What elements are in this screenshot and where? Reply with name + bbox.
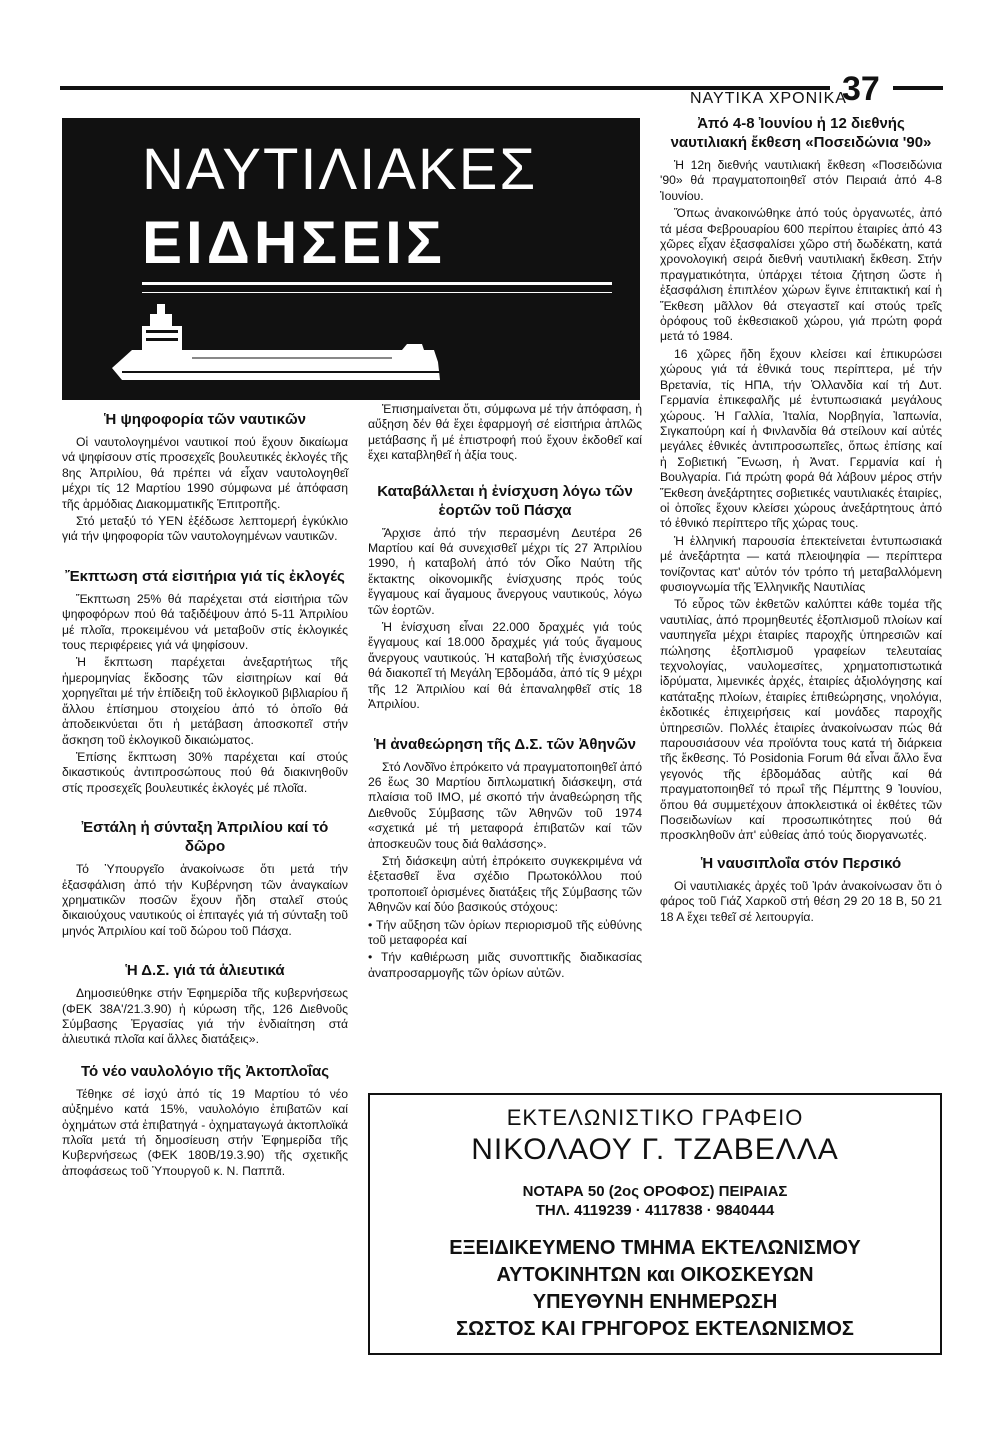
section-masthead [62, 118, 640, 400]
ad-line-address: ΝΟΤΑΡΑ 50 (2ος ΟΡΟΦΟΣ) ΠΕΙΡΑΙΑΣ [522, 1183, 788, 1200]
ad-line-phone: ΤΗΛ. 4119239 · 4117838 · 9840444 [535, 1202, 775, 1219]
article-paragraph: Ὅπως ἀνακοινώθηκε ἀπό τούς ὀργανωτές, ἀπό τά μέσα Φεβρουαρίου 600 περίπου ἑταιρίες ἀπό 43 χῶρες εἶχαν ἐξασφαλίσει χῶρο στή δωδέκατη, κατά χρονολογική σειρά διεθνή ναυτιλιακή ἔκθεση. Στήν πραγματικότητα, ὑπάρχει τέτοια ζήτηση ὥστε ἡ ἐξασφάλιση ἐπιπλέον χώρων ἔγινε ἐπιτακτική καί ἡ Ἔκθεση μᾶλλον θά στεγαστεῖ καί στούς τρεῖς ὀρόφους τοῦ ἐκθεσιακοῦ χώρου, γιά πρώτη φορά μετά τό 1984. [660, 206, 942, 344]
masthead-title-line1: ΝΑΥΤΙΛΙΑΚΕΣ [142, 137, 538, 202]
article-paragraph: Τέθηκε σέ ἰσχύ ἀπό τίς 19 Μαρτίου τό νέο αὐξημένο κατά 15%, ναυλολόγιο ἐπιβατῶν καί ὀχημάτων στά ἐπιβατηγά - ὀχηματαγωγά ἀκτοπλοϊκά πλοῖα μετά τή δημοσίευση στήν Ἐφημερίδα τῆς Κυβερνήσεως (ΦΕΚ 180Β/19.3.90) τῆς σχετικῆς ἀποφάσεως τοῦ Ὑπουργοῦ κ. Ν. Παππᾶ. [62, 1086, 348, 1178]
article-title: Ἡ ἀναθεώρηση τῆς Δ.Σ. τῶν Ἀθηνῶν [373, 735, 637, 753]
page-number: 37 [842, 70, 880, 108]
column-middle [368, 402, 642, 983]
article-paragraph: Οἱ ναυτολογημένοι ναυτικοί πού ἔχουν δικαίωμα νά ψηφίσουν στίς προσεχεῖς βουλευτικές ἐκλογές τῆς 8ης Ἀπριλίου, θά πρέπει νά εἶχαν ναυτολογηθεῖ μέχρι τίς 12 Μαρτίου 1990 σύμφωνα μέ ἀπόφαση τῆς ἁρμόδιας Διακομματικῆς Ἐπιτροπῆς. [62, 435, 348, 511]
article-paragraph: Δημοσιεύθηκε στήν Ἐφημερίδα τῆς κυβερνήσεως (ΦΕΚ 38Α'/21.3.90) ἡ κύρωση τῆς, 126 Διεθνοῦς Σύμβασης Ἐργασίας γιά τήν ἐνδιαίτηση στά ἁλιευτικά πλοῖα καί ἄλλες διατάξεις». [62, 986, 348, 1047]
article-paragraph: Ἡ 12η διεθνής ναυτιλιακή ἔκθεση «Ποσειδώνια '90» θά πραγματοποιηθεῖ στόν Πειραιά ἀπό 4-8 Ἰουνίου. [660, 158, 942, 203]
article-title: Ἔκπτωση στά εἰσιτήρια γιά τίς ἐκλογές [65, 567, 345, 585]
article-title: Ἡ ναυσιπλοΐα στόν Περσικό [700, 854, 902, 872]
ad-line-department: ΕΞΕΙΔΙΚΕΥΜΕΝΟ ΤΜΗΜΑ ΕΚΤΕΛΩΝΙΣΜΟΥ [449, 1237, 861, 1259]
article-title: Ἐστάλη ἡ σύνταξη Ἀπριλίου καί τό δῶρο [81, 819, 329, 856]
article-paragraph: Τό Ὑπουργεῖο ἀνακοίνωσε ὅτι μετά τήν ἐξασφάλιση ἀπό τήν Κυβέρνηση τῶν ἀναγκαίων χρηματικῶν ποσῶν ἔχουν ἤδη σταλεῖ στούς δικαιούχους ναυτικούς οἱ ἐπιταγές γιά τή σύνταξη τοῦ μηνός Ἀπριλίου καί τοῦ δώρου τοῦ Πάσχα. [62, 862, 348, 938]
article-paragraph: 16 χῶρες ἤδη ἔχουν κλείσει καί ἐπικυρώσει χώρους γιά τά ἐθνικά τους περίπτερα, μέ τήν Βρετανία, τίς ΗΠΑ, τήν Ὁλλανδία καί τή Δυτ. Γερμανία ἐπικεφαλῆς μέ ἐντυπωσιακά μεγάλους χώρους. Ἡ Γαλλία, Ἰταλία, Νορβηγία, Ἰαπωνία, Σιγκαπούρη καί ἡ Φινλανδία θά στείλουν καί αὐτές μεγάλες ἐθνικές ἀντιπροσωπεῖες, ὅπως ἐπίσης καί ἡ Σοβιετική Ἕνωση, ἡ Ἀνατ. Γερμανία καί ἡ Βουλγαρία. Γιά πρώτη φορά θά λάβουν μέρος στήν Ἔκθεση ἀνεξάρτητες σοβιετικές ναυτιλιακές ἑταιρίες, οἱ ὁποῖες ἔχουν κλείσει χώρους ἀνεξάρτητους ἀπό τό ἐθνικό περίπτερο τῆς χώρας τους. [660, 346, 942, 531]
ad-line-info: ΥΠΕΥΘΥΝΗ ΕΝΗΜΕΡΩΣΗ [532, 1291, 778, 1313]
article-paragraph: Στό μεταξύ τό ΥΕΝ ἐξέδωσε λεπτομερή ἐγκύκλιο γιά τήν ψηφοφορία τῶν ναυτολογημένων ναυτικῶν. [62, 514, 348, 544]
article-paragraph: Ἡ ἐνίσχυση εἶναι 22.000 δραχμές γιά τούς ἔγγαμους καί 18.000 δραχμές γιά τούς ἄγαμους ἄνεργους ναυτικούς. Ἡ καταβολή τῆς ἐνισχύσεως θά διακοπεῖ τή Μεγάλη Ἑβδομάδα, ἀπό τίς 9 μέχρι τῆς 12 Ἀπριλίου καί θά ἐπαναληφθεῖ στίς 18 Ἀπριλίου. [368, 620, 642, 712]
article-paragraph: Ἄρχισε ἀπό τήν περασμένη Δευτέρα 26 Μαρτίου καί θά συνεχισθεῖ μέχρι τίς 27 Ἀπριλίου 1990, ἡ καταβολή ἀπό τόν Οἶκο Ναύτη τῆς ἔκτακτης οἰκονομικῆς ἐνίσχυσης πρός τούς ἔγγαμους καί ἄγαμους ἄνεργους ναυτικούς, λόγω τῶν ἑορτῶν. [368, 525, 642, 617]
masthead-title-line2: ΕΙΔΗΣΕΙΣ [142, 209, 446, 276]
article-paragraph: Ἐπίσης ἔκπτωση 30% παρέχεται καί στούς δικαστικούς ἀντιπροσώπους πού θά διακινηθοῦν στίς προσεχεῖς βουλευτικές ἐκλογές μέ πλοῖα. [62, 749, 348, 795]
ad-line-name: ΝΙΚΟΛΑΟΥ Γ. ΤΖΑΒΕΛΛΑ [471, 1133, 839, 1166]
column-right [660, 106, 942, 927]
ad-line-vehicles: ΑΥΤΟΚΙΝΗΤΩΝ και ΟΙΚΟΣΚΕΥΩΝ [496, 1264, 814, 1286]
article-title: Καταβάλλεται ἡ ἐνίσχυση λόγω τῶν ἑορτῶν τοῦ Πάσχα [377, 482, 633, 519]
ad-line-office: ΕΚΤΕΛΩΝΙΣΤΙΚΟ ΓΡΑΦΕΙΟ [506, 1105, 804, 1130]
bullet-item: • Τήν καθιέρωση μιᾶς συνοπτικῆς διαδικασίας ἀναπροσαρμογῆς τῶν ὁρίων αὐτῶν. [368, 950, 642, 980]
article-title: Ἡ ψηφοφορία τῶν ναυτικῶν [104, 411, 306, 428]
article-paragraph: Στό Λονδῖνο ἐπρόκειτο νά πραγματοποιηθεῖ ἀπό 26 ἕως 30 Μαρτίου διπλωματική διάσκεψη, στά πλαίσια τοῦ ΙΜΟ, μέ σκοπό τήν ἀναθεώρηση τῆς Διεθνοῦς Σύμβασης τῶν Ἀθηνῶν τοῦ 1974 «σχετικά μέ τή μεταφορά ἐπιβατῶν καί τῶν ἀποσκευῶν τους διά θαλάσσης». [368, 759, 642, 851]
article-title: Ἡ Δ.Σ. γιά τά ἁλιευτικά [125, 962, 285, 980]
publication-name: ΝΑΥΤΙΚΑ ΧΡΟΝΙΚΑ [690, 90, 847, 107]
article-title: Ἀπό 4-8 Ἰουνίου ἡ 12 διεθνής ναυτιλιακή ἔκθεση «Ποσειδώνια '90» [670, 115, 932, 151]
ship-illustration [62, 118, 640, 400]
article-paragraph: Τό εὖρος τῶν ἐκθετῶν καλύπτει κάθε τομέα τῆς ναυτιλίας, ἀπό προμηθευτές ἐξοπλισμοῦ πλοίων καί ναυπηγεῖα μέχρι ἑταιρίες παροχῆς ὑπηρεσιῶν καί πώλησης ἐξοπλισμοῦ γραφείων τελευταίας τεχνολογίας, ναυλομεσίτες, χρηματοπιστωτικά ἱδρύματα, λιμενικές ἀρχές, ἑταιρίες ἀξιολόγησης καί κατάταξης πλοίων, ἑταιρίες ἐπιθεώρησης, νηολόγια, ἐκδοτικές ἐπιχειρήσεις καί μονάδες παροχῆς ὑπηρεσιῶν. Πολλές ἑταιρίες ἀνακοίνωσαν πώς θά παρουσιάσουν νέα προϊόντα τους κατά τή διάρκεια τῆς ἔκθεσης. Τό Posidonia Forum θά εἶναι ἄλλο ἕνα γεγονός τῆς ἑβδομάδας αὐτῆς καί θά πραγματοποιηθεῖ τό πρωΐ τῆς Πέμπτης 9 Ἰουνίου, ὅπου θά συμμετέχουν ἀποκλειστικά οἱ ἐκθέτες τῶν Ποσειδωνίων καί προσωπικότητες πού θά προσκληθοῦν ἀπ' εὐθείας ἀπό τούς διοργανωτές. [660, 597, 942, 843]
header-rule-right [893, 86, 943, 90]
article-paragraph: Οἱ ναυτιλιακές ἀρχές τοῦ Ἰράν ἀνακοίνωσαν ὅτι ὁ φάρος τοῦ Γιάζ Χαρκοῦ στή θέση 29 20 18 Β, 50 21 18 Α ἔχει τεθεῖ σέ λειτουργία. [660, 878, 942, 924]
article-paragraph: Ἡ ἑλληνική παρουσία ἐπεκτείνεται ἐντυπωσιακά μέ ἀνεξάρτητα — κατά πλειοψηφία — περίπτερα τονίζοντας κατ' αὐτόν τόν τρόπο τή μεταβαλλόμενη φυσιογνωμία τῆς Ἑλληνικῆς Ναυτιλίας [660, 533, 942, 594]
advertisement-box [368, 1093, 942, 1355]
article-paragraph: Στή διάσκεψη αὐτή ἐπρόκειτο συγκεκριμένα νά ἐξετασθεῖ ἕνα σχέδιο Πρωτοκόλλου πού τροποποιεῖ ὁρισμένες διατάξεις τῆς Σύμβασης τῶν Ἀθηνῶν καί δύο βασικούς στόχους: [368, 853, 642, 915]
article-paragraph: Ἔκπτωση 25% θά παρέχεται στά εἰσιτήρια τῶν ψηφοφόρων πού θά ταξιδέψουν ἀπό 5-11 Ἀπριλίου μέ πλοῖα, προκειμένου νά μεταβοῦν στίς ἐκλογικές τους περιφέρειες γιά νά ψηφίσουν. [62, 591, 348, 653]
article-paragraph: Ἡ ἔκπτωση παρέχεται ἀνεξαρτήτως τῆς ἡμερομηνίας ἔκδοσης τῶν εἰσιτηρίων καί θά χορηγεῖται μέ τήν ἐπίδειξη τοῦ ἐκλογικοῦ βιβλιαρίου ἤ ἄλλου ἐπίσημου στοιχείου ἀπό τό ὁποῖο θά ἀποδεικνύεται ὅτι ἡ μετάβαση ἀποσκοπεῖ στήν ἄσκηση τοῦ ἐκλογικοῦ δικαιώματος. [62, 655, 348, 747]
article-title: Τό νέο ναυλολόγιο τῆς Ἀκτοπλοΐας [80, 1062, 330, 1080]
column-left [62, 402, 348, 1181]
bullet-item: • Τήν αὔξηση τῶν ὁρίων περιορισμοῦ τῆς εὐθύνης τοῦ μεταφορέα καί [368, 917, 642, 947]
ad-line-service: ΣΩΣΤΟΣ ΚΑΙ ΓΡΗΓΟΡΟΣ ΕΚΤΕΛΩΝΙΣΜΟΣ [456, 1318, 854, 1340]
article-paragraph: Ἐπισημαίνεται ὅτι, σύμφωνα μέ τήν ἀπόφαση, ἡ αὔξηση δέν θά ἔχει ἐφαρμογή σέ εἰσιτήρια ἁπλῶς μετάβασης ἤ μέ ἐπιστροφή πού ἔχουν ἐκδοθεῖ καί ἔχει καταβληθεῖ ἡ ἀξία τους. [368, 402, 642, 463]
